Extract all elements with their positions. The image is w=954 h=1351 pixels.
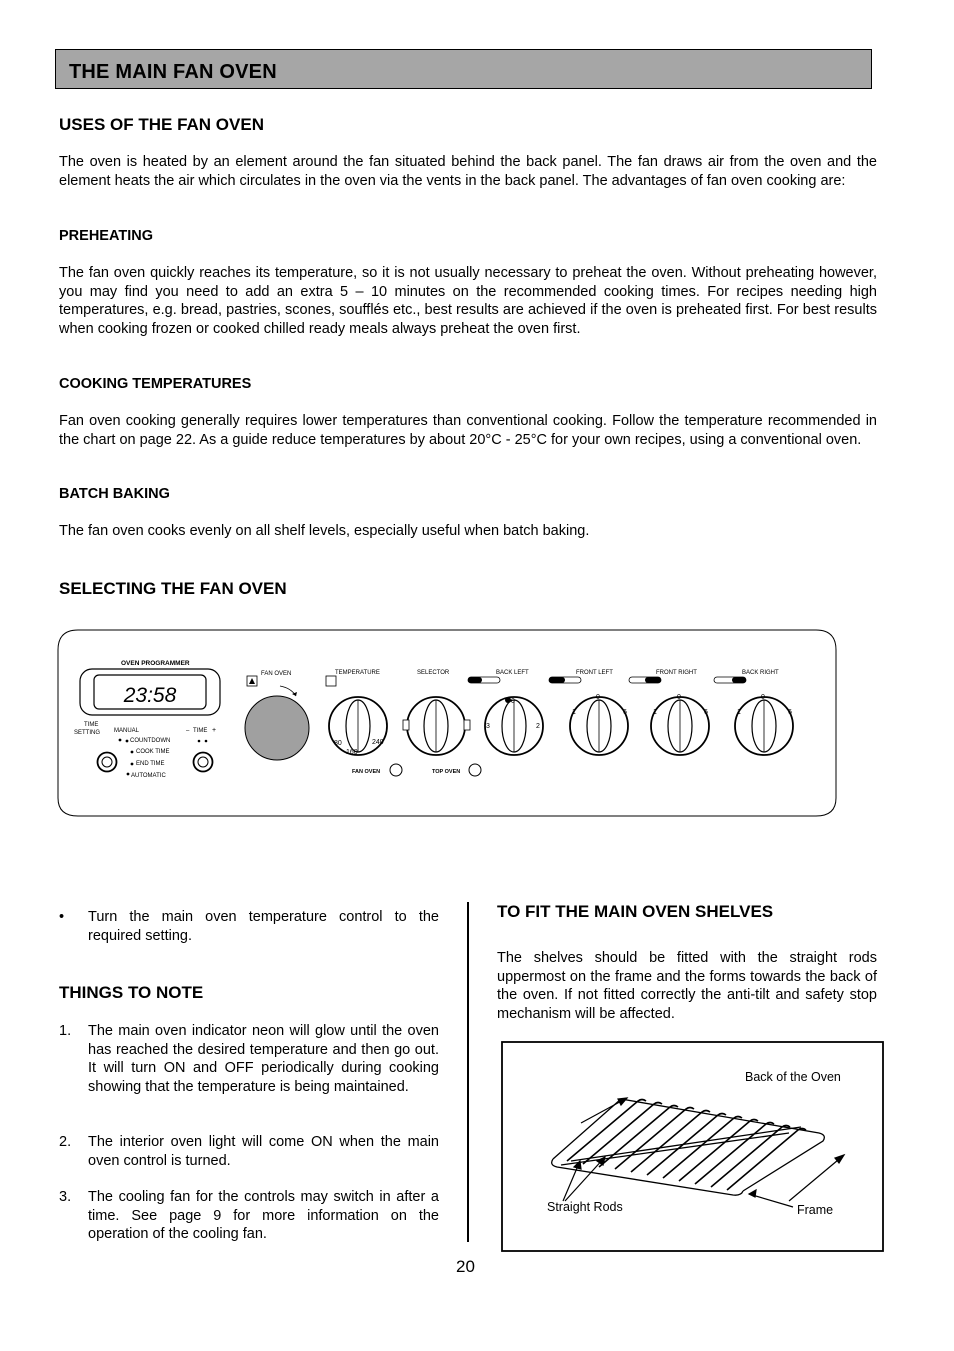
back-of-oven-label: Back of the Oven [745,1070,841,1084]
time-plus-label: + [212,727,217,734]
temperature-label: TEMPERATURE [335,670,380,676]
temps-heading: COOKING TEMPERATURES [59,376,252,392]
preheating-text: The fan oven quickly reaches its temperature, so it is not usually necessary to preheat the oven. Without preheating however, you may find you need to add an extra 5 – 10 minutes on the recommended cooking times. For recipes needing high temperatures, e.g. bread, pastries, scones, soufflés etc., best results are achieved if the oven is preheated first. For best results when cooking frozen or cooked chilled ready meals always preheat the oven first. [59,265,877,337]
back-left-mark-3: 3 [486,723,490,730]
fan-oven-label: FAN OVEN [261,671,292,677]
automatic-label: AUTOMATIC [131,773,166,779]
shelves-heading: TO FIT THE MAIN OVEN SHELVES [497,902,774,921]
temps-text: Fan oven cooking generally requires lower temperatures than conventional cooking. Follow the temperature recommended in the chart on page 22. As a guide reduce temperatures by about 20°C - 25°C for your own recipes, using a conventional oven. [59,413,877,448]
fan-oven-knob [245,696,309,760]
end-time-label: END TIME [136,761,165,767]
temp-mark-mid: 160 [346,749,358,756]
uses-heading: USES OF THE FAN OVEN [59,115,264,134]
back-left-label: BACK LEFT [496,670,529,676]
programmer-label: OVEN PROGRAMMER [121,660,190,667]
shelves-text: The shelves should be fitted with the straight rods uppermost on the frame and the forms towards the back of the oven. If not fitted correctly the anti-tilt and safety stop mechanism will be affected. [497,950,877,1022]
front-right-mark-6: 6 [704,709,708,716]
column-divider [467,902,469,1242]
back-right-mark-1: 1 [737,709,741,716]
note-number: 1. [59,1023,72,1039]
front-right-label: FRONT RIGHT [656,670,697,676]
selector-label: SELECTOR [417,670,450,676]
page-number: 20 [456,1257,475,1276]
note-text: The main oven indicator neon will glow until the oven has reached the desired temperature and then go out. It will turn ON and OFF periodically during cooking showing that the temperature is being maintained. [88,1023,439,1095]
time-setting-label-1: TIME [84,722,99,728]
back-left-mark-2: 2 [536,723,540,730]
note-item [59,1022,439,1096]
uses-intro: The oven is heated by an element around the fan situated behind the back panel. The fan draws air from the oven and the element heats the air which circulates in the oven via the vents in the back panel. The advantages of fan oven cooking are: [59,154,877,189]
page-title: THE MAIN FAN OVEN [69,61,277,83]
batch-text: The fan oven cooks evenly on all shelf levels, especially useful when batch baking. [59,523,590,539]
temp-mark-high: 240 [372,739,384,746]
temp-mark-low: 80 [334,740,342,747]
clock-readout: 23:58 [123,684,177,707]
note-number: 2. [59,1134,72,1150]
back-left-mark-0: 0 [511,698,515,705]
preheating-heading: PREHEATING [59,228,153,244]
manual-label: MANUAL [114,728,140,734]
things-heading: THINGS TO NOTE [59,983,204,1002]
top-oven-neon [469,764,481,776]
section-banner [55,49,872,89]
note-text: The cooling fan for the controls may switch in after a time. See page 9 for more information on the operation of the cooling fan. [88,1189,439,1242]
front-left-mark-0: 0 [596,694,600,701]
time-label: TIME [193,728,208,734]
batch-heading: BATCH BAKING [59,486,170,502]
straight-rods-label: Straight Rods [547,1200,623,1214]
countdown-label: COUNTDOWN [130,738,171,744]
shelf-figure [501,1041,884,1252]
selecting-heading: SELECTING THE FAN OVEN [59,579,287,598]
front-left-mark-6: 6 [623,709,627,716]
bullet-marker: • [59,909,65,925]
control-panel-illustration [56,628,838,820]
bullet-item [59,908,439,945]
front-left-label: FRONT LEFT [576,670,613,676]
frame-label: Frame [797,1203,834,1217]
top-oven-neon-label: TOP OVEN [432,769,461,775]
front-left-mark-1: 1 [572,709,576,716]
back-right-mark-0: 0 [761,694,765,701]
time-minus-label: – [186,728,190,734]
fan-oven-neon [390,764,402,776]
note-item [59,1133,439,1170]
front-right-mark-0: 0 [677,694,681,701]
bullet-text: Turn the main oven temperature control to the required setting. [88,909,439,944]
note-number: 3. [59,1189,72,1205]
back-right-mark-6: 6 [788,709,792,716]
note-item [59,1188,439,1244]
note-text: The interior oven light will come ON when the main oven control is turned. [88,1134,439,1169]
thermometer-icon [326,676,336,686]
front-right-mark-1: 1 [653,709,657,716]
fan-oven-neon-label: FAN OVEN [352,769,381,775]
cook-time-label: COOK TIME [136,749,170,755]
time-setting-label-2: SETTING [74,730,101,736]
back-right-label: BACK RIGHT [742,670,779,676]
